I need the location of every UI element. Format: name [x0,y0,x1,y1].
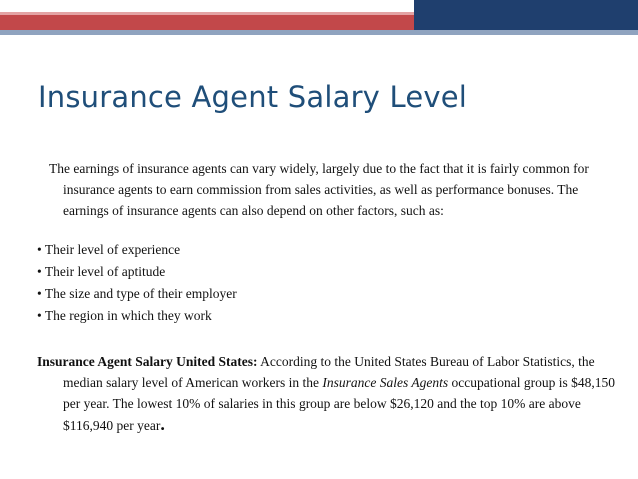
blue-accent-block [414,0,638,30]
intro-text: The earnings of insurance agents can vary widely, largely due to the fact that it is fairly common for insurance agents to earn commission from sales activities, as well as performance bonuses. The earnings of insurance agents can also depend on other factors, such as: [49,161,589,218]
top-decorative-bar [0,0,638,30]
salary-stats-paragraph [37,351,617,436]
stats-italic-group: Insurance Sales Agents [322,375,449,390]
stats-text-after: occupational group is $48,150 per year. The lowest 10% of salaries in this group are below $26,120 and the top 10% are above $116,940 per year [63,375,616,433]
list-item: • Their level of aptitude [37,264,166,279]
list-item: • The size and type of their employer [37,286,237,301]
intro-paragraph [37,158,617,221]
list-item: • Their level of experience [37,242,181,257]
red-accent-bar [0,12,414,30]
header-stripe [0,30,638,35]
slide-body [37,158,617,436]
list-item: • The region in which they work [37,308,212,323]
stats-end-dot: . [160,414,165,434]
stats-text-before: According to the United States Bureau of Labor Statistics, the median salary level of American workers in the [63,354,595,390]
slide-title: Insurance Agent Salary Level [38,80,468,114]
stats-label: Insurance Agent Salary United States: [37,354,258,369]
factor-list [37,239,617,326]
